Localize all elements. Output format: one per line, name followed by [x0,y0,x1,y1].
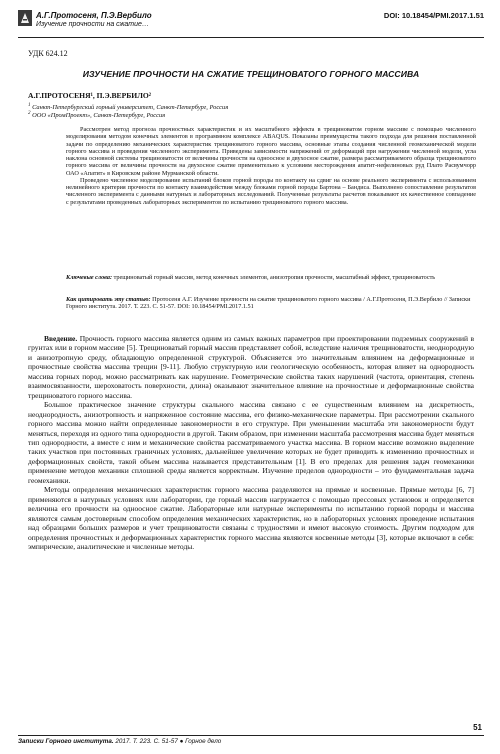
intro-label: Введение. [44,334,78,343]
intro-text: Прочность горного массива является одним из самых важных параметров при проектировании подземных сооружений в грунтах или в горном массиве [5]. Трещиноватый горный массив представляет собой, вследствие наличия трещиноватости, неоднородную и анизотропную среду, обладающую определенной структурой. Объясняется это значительным влиянием на деформационные и прочностные свойства массива трещин [9-11]. Любую структурную или геологическую особенность, которая влияет на однородность массива горных пород, можно рассматривать как нарушение. Геометрические свойства таких нарушений (частота, ориентация, степень взаимосвязанности, шероховатость поверхности, длина) оказывают значительное влияние на прочностные и деформационные свойства трещиноватого горного массива. [28,334,474,400]
citation [66,296,476,311]
affiliation-1-text: Санкт-Петербургский горный университет, Санкт-Петербург, Россия [32,104,229,112]
page-number: 51 [473,723,482,732]
page-header [18,8,484,34]
footer-journal-name: Записки Горного института. [18,738,114,745]
journal-logo-icon [18,10,32,26]
udc-code: УДК 624.12 [28,49,68,58]
header-doi: DOI: 10.18454/PMI.2017.1.51 [383,11,484,20]
body-paragraph-2: Большое практическое значение структуры скального массива связано с ее существенным влиянием на дискретность, неоднородность, анизотропность и напряженное состояние массива, его физико-механические параметры. При рассмотрении скального горного массива можно найти определенные закономерности в его структуре. При уменьшении масштаба эти закономерности будут меняться, переходя из одного типа однородности в другой. Таким образом, при изменении масштаба рассмотрения массива будет меняться тип однородности, а вместе с ним и механические свойства рассматриваемого участка массива. В горном массиве возможно выделение таких участков при постоянных граничных условиях, дальнейшее увеличение которых не будет приводить к изменению прочностных и деформационных свойств, такой объем массива называется представительным [1]. В его пределах для решения задач геомеханики применение методов механики сплошной среды является корректным. Изучение пределов однородности – это фундаментальная задача геомеханики. [28,400,474,485]
header-divider [18,37,484,38]
header-authors: А.Г.Протосеня, П.Э.Вербило [36,11,152,20]
body-paragraph-3: Методы определения механических характеристик горного массива разделяются на прямые и косвенные. Прямые методы [6, 7] применяются в натурных условиях или лаборатории, где горный массив нагружается с помощью прессовых установок и определяется величина его прочности на одноосное сжатие. Лабораторные или натурные эксперименты по испытанию горной породы и массива являются самым достоверным способом определения механических характеристик, но в лабораторных условиях проведение испытания над образцами больших размеров и учет трещиноватости связаны с трудностями и имеют высокую стоимость. Другим подходом для определения прочностных и деформационных характеристик горного массива являются косвенные методы [3], которые включают в себя: эмпирические, аналитические и численные методы. [28,485,474,551]
affiliation-2 [28,111,165,119]
footer-divider [18,735,484,736]
affiliation-1 [28,103,228,111]
footer-journal-details: 2017. Т. 223. С. 51-57 [115,738,178,745]
keywords-label: Ключевые слова: [66,274,113,281]
citation-text: Протосеня А.Г. Изучение прочности на сжатие трещиноватого горного массива / А.Г.Протосеня, П.Э.Вербило // Записки Горного института. 2017. Т. 223. С. 51-57. DOI: 10.18454/PMI.2017.1.51 [66,296,471,311]
intro-paragraph [28,334,474,400]
header-running-title: Изучение прочности на сжатие… [36,21,149,28]
keywords [66,274,476,281]
citation-label: Как цитировать эту статью: [66,296,151,303]
article-title: ИЗУЧЕНИЕ ПРОЧНОСТИ НА СЖАТИЕ ТРЕЩИНОВАТОГО ГОРНОГО МАССИВА [82,69,420,79]
footer-journal [18,738,221,745]
article-authors: А.Г.ПРОТОСЕНЯ¹, П.Э.ВЕРБИЛО² [28,91,152,100]
affiliation-1-number: 1 [28,103,31,108]
keywords-text: трещиноватый горный массив, метод конечных элементов, анизотропия прочности, масштабный эффект, трещиноватость [113,274,436,281]
affiliation-2-number: 2 [28,111,31,116]
abstract-paragraph-1: Рассмотрен метод прогноза прочностных характеристик и их масштабного эффекта в трещиноватом горном массиве с помощью численного моделирования методом конечных элементов в программном комплексе ABAQUS. Показаны преимущества такого подхода для решения поставленной задачи по определению механических характеристик трещиноватого горного массива, основные этапы создания численной геомеханической модели горного массива и проведения численного эксперимента. Приведены зависимости напряжений от деформаций при нагружении численной модели, угла наклона основной системы трещиноватости от величины прочности на одноосное и двухосное сжатие, размера рассматриваемого образца трещиноватого горного массива от величины прочности на двухосное сжатие применительно к условиям месторождения апатит-нефелиновых руд Плато Расвумчорр ОАО «Апатит» в Кировском районе Мурманской области. [66,126,476,177]
abstract [66,126,476,206]
abstract-paragraph-2: Проведено численное моделирование испытаний блоков горной породы по контакту на сдвиг на основе реального эксперимента с использованием нелинейного критерия прочности по контакту взаимодействия между блоками горной породы Бартона – Бандиса. Выполнено сопоставление результатов численного эксперимента с данными натурных и лабораторных исследований. Полученные результаты расчетов показывают их качественное совпадение с результатами проведенных лабораторных экспериментов по испытанию трещиноватого горного массива. [66,176,476,206]
affiliation-2-text: ООО «ПромПроект», Санкт-Петербург, Россия [32,112,166,120]
footer-section: ● Горное дело [179,738,222,745]
article-body [28,334,474,551]
